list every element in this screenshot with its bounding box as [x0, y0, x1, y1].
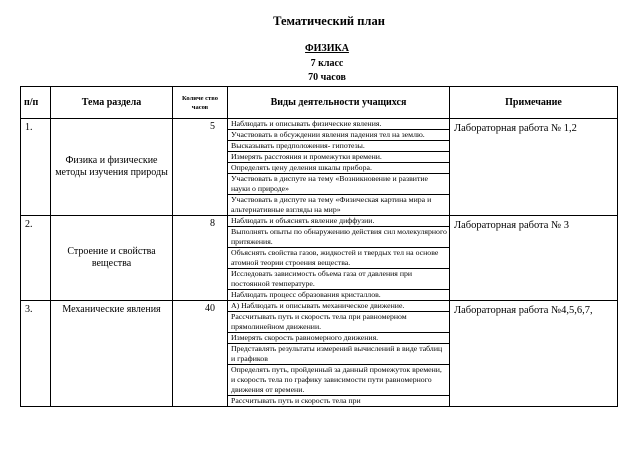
activity-item: Определять путь, пройденный за данный промежуток времени, и скорость тела по графику зависимости пути равномерного движения от времени. — [228, 364, 449, 395]
header-note: Примечание — [450, 87, 618, 119]
row-num: 3. — [21, 301, 51, 407]
row-activities — [228, 119, 450, 216]
activity-item: Представлять результаты измерений вычислений в виде таблиц и графиков — [228, 343, 449, 364]
row-qty: 5 — [173, 119, 228, 216]
header-num: п/п — [21, 87, 51, 119]
row-qty: 40 — [173, 301, 228, 407]
subject-title: ФИЗИКА — [305, 43, 349, 54]
activity-item: Участвовать в диспуте на тему «Физическая картина мира и альтернативные взгляды на мир» — [228, 194, 449, 215]
document-title: Тематический план — [273, 14, 385, 28]
plan-table — [20, 86, 618, 407]
row-topic: Механические явления — [51, 301, 173, 407]
table-row — [21, 301, 618, 407]
row-note: Лабораторная работа №4,5,6,7, — [450, 301, 618, 407]
table-header-row — [21, 87, 618, 119]
activity-item: Рассчитывать путь и скорость тела при — [228, 395, 449, 406]
activity-item: Наблюдать процесс образования кристаллов. — [228, 289, 449, 300]
row-num: 2. — [21, 216, 51, 301]
row-activities — [228, 216, 450, 301]
activity-item: Наблюдать и описывать физические явления. — [231, 119, 382, 128]
row-note: Лабораторная работа № 1,2 — [450, 119, 618, 216]
activity-item: Выполнять опыты по обнаружению действия сил молекулярного притяжения. — [228, 226, 449, 247]
row-note: Лабораторная работа № 3 — [450, 216, 618, 301]
activity-item: Измерять скорость равномерного движения. — [228, 332, 449, 343]
activity-item: Объяснять свойства газов, жидкостей и твердых тел на основе атомной теории строения вещества. — [228, 247, 449, 268]
activity-item: Рассчитывать путь и скорость тела при равномерном прямолинейном движении. — [228, 311, 449, 332]
activity-item: Участвовать в диспуте на тему «Возникновение и развитие науки о природе» — [228, 173, 449, 194]
header-topic: Тема раздела — [51, 87, 173, 119]
activity-item: А) Наблюдать и описывать механическое движение. — [231, 301, 405, 310]
activity-item: Участвовать в обсуждении явления падения тел на землю. — [228, 129, 449, 140]
activity-item: Наблюдать и объяснять явление диффузии. — [231, 216, 375, 225]
activity-item: Измерять расстояния и промежутки времени. — [228, 151, 449, 162]
row-topic: Физика и физические методы изучения природы — [51, 119, 173, 216]
row-activities — [228, 301, 450, 407]
row-num: 1. — [21, 119, 51, 216]
hours-label: 70 часов — [308, 72, 346, 83]
activity-item: Высказывать предположения- гипотезы. — [228, 140, 449, 151]
row-topic: Строение и свойства вещества — [51, 216, 173, 301]
table-row — [21, 216, 618, 301]
activity-item: Исследовать зависимость объема газа от давления при постоянной температуре. — [228, 268, 449, 289]
header-activities: Виды деятельности учащихся — [228, 87, 450, 119]
activity-item: Определять цену деления шкалы прибора. — [228, 162, 449, 173]
table-row — [21, 119, 618, 216]
header-qty: Количе ство часов — [173, 87, 228, 119]
row-qty: 8 — [173, 216, 228, 301]
grade-label: 7 класс — [310, 58, 344, 69]
